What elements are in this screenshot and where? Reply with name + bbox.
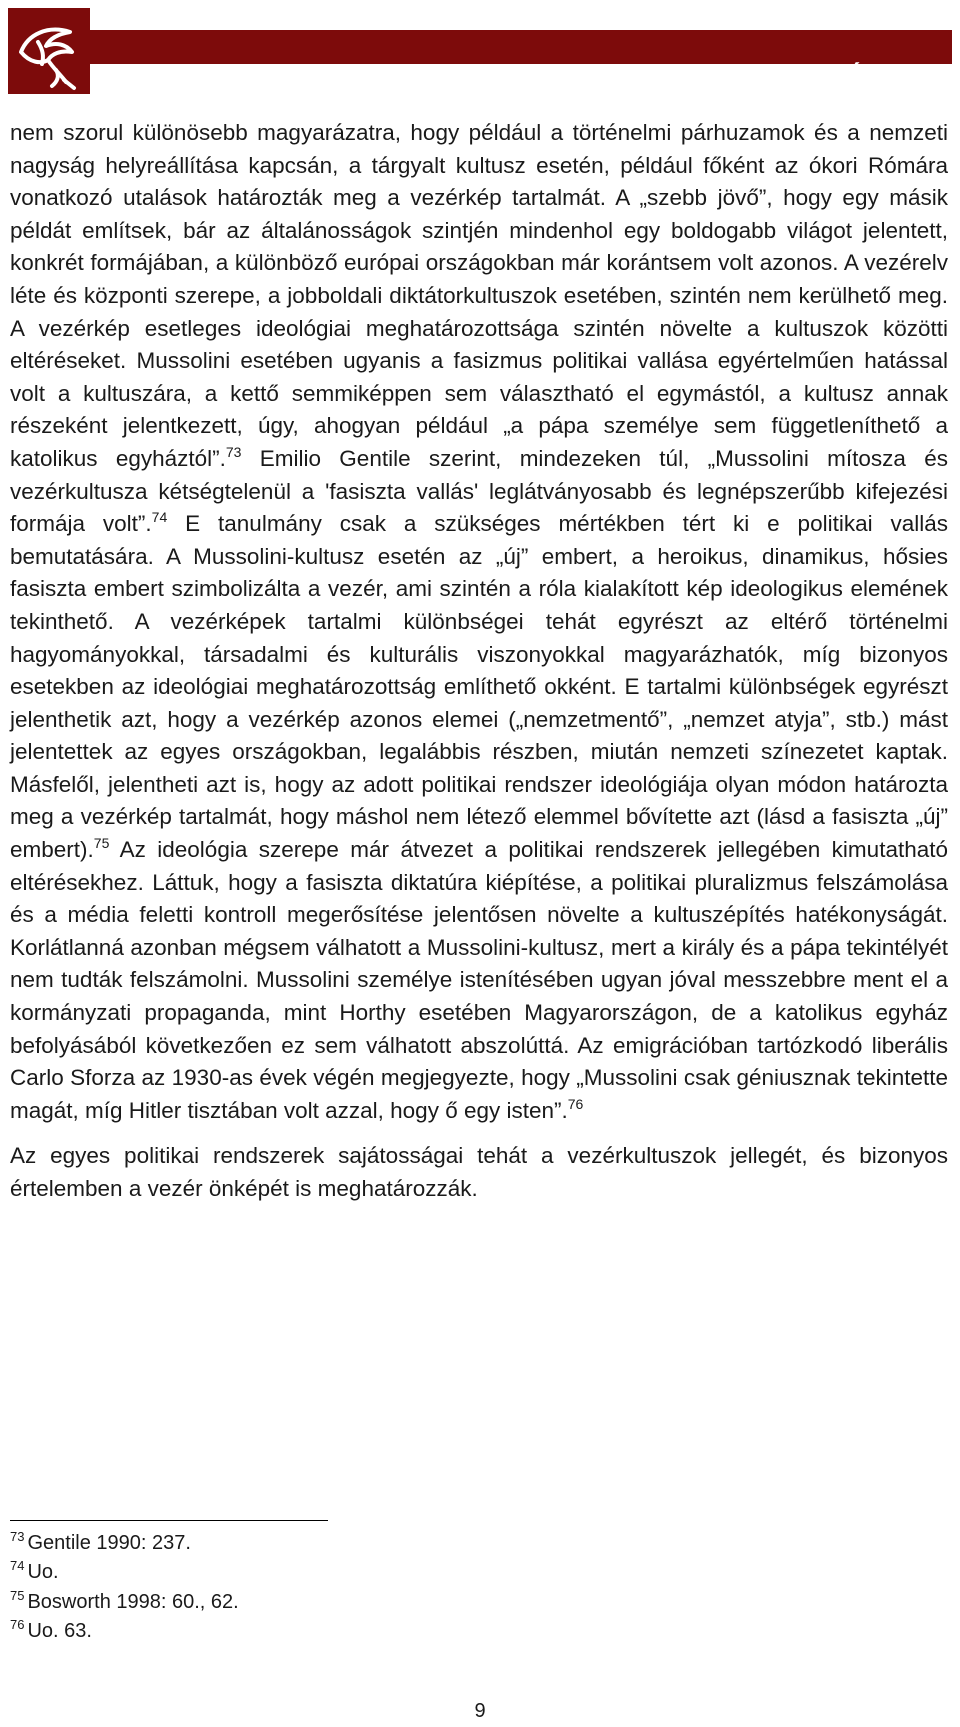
grotius-bird-logo-icon (8, 8, 90, 94)
footnote-text: Bosworth 1998: 60., 62. (27, 1590, 239, 1613)
footnote-divider (10, 1520, 328, 1521)
footnote (10, 1529, 610, 1558)
footnote-text: Gentile 1990: 237. (27, 1532, 191, 1554)
footnote-ref-76: 76 (567, 1095, 584, 1112)
footnote-ref-75: 75 (93, 835, 110, 852)
footnote (10, 1588, 610, 1617)
body-text: Az ideológia szerepe már átvezet a politikai rendszerek jellegében kimutatható eltérésekhez. Láttuk, hogy a fasiszta diktatúra kiépítése, a politikai pluralizmus felszámolása és a média feletti kontroll megerősítése jelentősen növelte a kultuszépítés hatékonyságát. Korlátlanná azonban mégsem válhatott a Mussolini-kultusz, mert a király és a pápa tekintélyét nem tudták felszámolni. Mussolini személye istenítésében ugyan jóval messzebbre ment el a kormányzati propaganda, mint Horthy esetében Magyarországon, de a katolikus egyház befolyásából következően ez sem válhatott abszolúttá. Az emigrációban tartózkodó liberális Carlo Sforza az 1930-as évek végén megjegyezte, hogy „Mussolini csak géniusznak tekintette magát, míg Hitler tisztában volt azzal, hogy ő egy isten”. (10, 837, 948, 1123)
footnote-text: Uo. 63. (27, 1619, 92, 1642)
footnote (10, 1558, 610, 1587)
main-text (10, 117, 948, 1206)
body-text: Emilio Gentile szerint, mindezeken túl, „Mussolini mítosza és vezérkultusza kétségtelenül a 'fasiszta vallás' leglátványosabb és legnépszerűbb kifejezési formája volt”. (10, 445, 948, 537)
body-paragraph (10, 117, 948, 1127)
body-text: E tanulmány csak a szükséges mértékben tért ki e politikai vallás bemutatására. A Mussolini-kultusz esetén az „új” embert, a heroikus, dinamikus, hősies fasiszta embert szimbolizálta a vezér, ami szintén a róla kialakított kép ideologikus elemének tekinthető. A vezérképek tartalmi különbségei tehát egyrészt az eltérő történelmi hagyományokkal, társadalmi és kulturális viszonyokkal magyarázhatók, míg bizonyos esetekben az ideológiai meghatározottság említhető okként. E tartalmi különbségek egyrészt jelenthetik azt, hogy a vezérkép azonos elemei („nemzetmentő”, „nemzet atyja”, stb.) mást jelentettek az egyes országokban, legalábbis részben, miután nemzeti színezetet kaptak. Másfelől, jelentheti azt is, hogy az adott politikai rendszer ideológiája olyan módon határozta meg a vezérkép tartalmát, hogy máshol nem létező elemmel bővítette azt (lásd a fasiszta „új” embert). (10, 511, 948, 863)
header-title: GROTIUS – TANULMÁNYOK (589, 63, 942, 90)
footnote-number: 73 (10, 1529, 25, 1544)
footnote-number: 74 (10, 1558, 25, 1574)
footnote (10, 1617, 610, 1646)
footnote-number: 75 (10, 1587, 25, 1603)
footnote-ref-73: 73 (225, 443, 242, 460)
footnote-number: 76 (10, 1616, 25, 1632)
page-number: 9 (474, 1700, 486, 1722)
body-text: nem szorul különösebb magyarázatra, hogy például a történelmi párhuzamok és a nemzeti nagyság helyreállítása kapcsán, a tárgyalt kultusz esetén, például főként az ókori Rómára vonatkozó utalások határozták meg a vezérkép tartalmát. A „szebb jövő”, hogy egy másik példát említsek, bár az általánosságok szintjén mindenhol egy boldogabb világot jelentett, konkrét formájában, a különböző európai országokban már korántsem volt azonos. A vezérelv léte és központi szerepe, a jobboldali diktátorkultuszok esetében, szintén nem kerülhető meg. A vezérkép esetleges ideológiai meghatározottsága szintén növelte a kultuszok közötti eltéréseket. Mussolini esetében ugyanis a fasizmus politikai vallása egyértelműen hatással volt a kultuszára, a kettő semmiképpen sem választható el egymástól, a kultusz annak részeként jelentkezett, úgy, ahogyan például „a pápa személye sem függetleníthető a katolikus egyháztól”. (10, 120, 948, 471)
header-bar (8, 30, 952, 90)
footnotes (10, 1529, 610, 1646)
body-paragraph: Az egyes politikai rendszerek sajátosságai tehát a vezérkultuszok jellegét, és bizonyos értelemben a vezér önképét is meghatározzák. (10, 1143, 948, 1201)
footnote-ref-74: 74 (151, 509, 168, 526)
footnote-text: Uo. (27, 1561, 59, 1584)
